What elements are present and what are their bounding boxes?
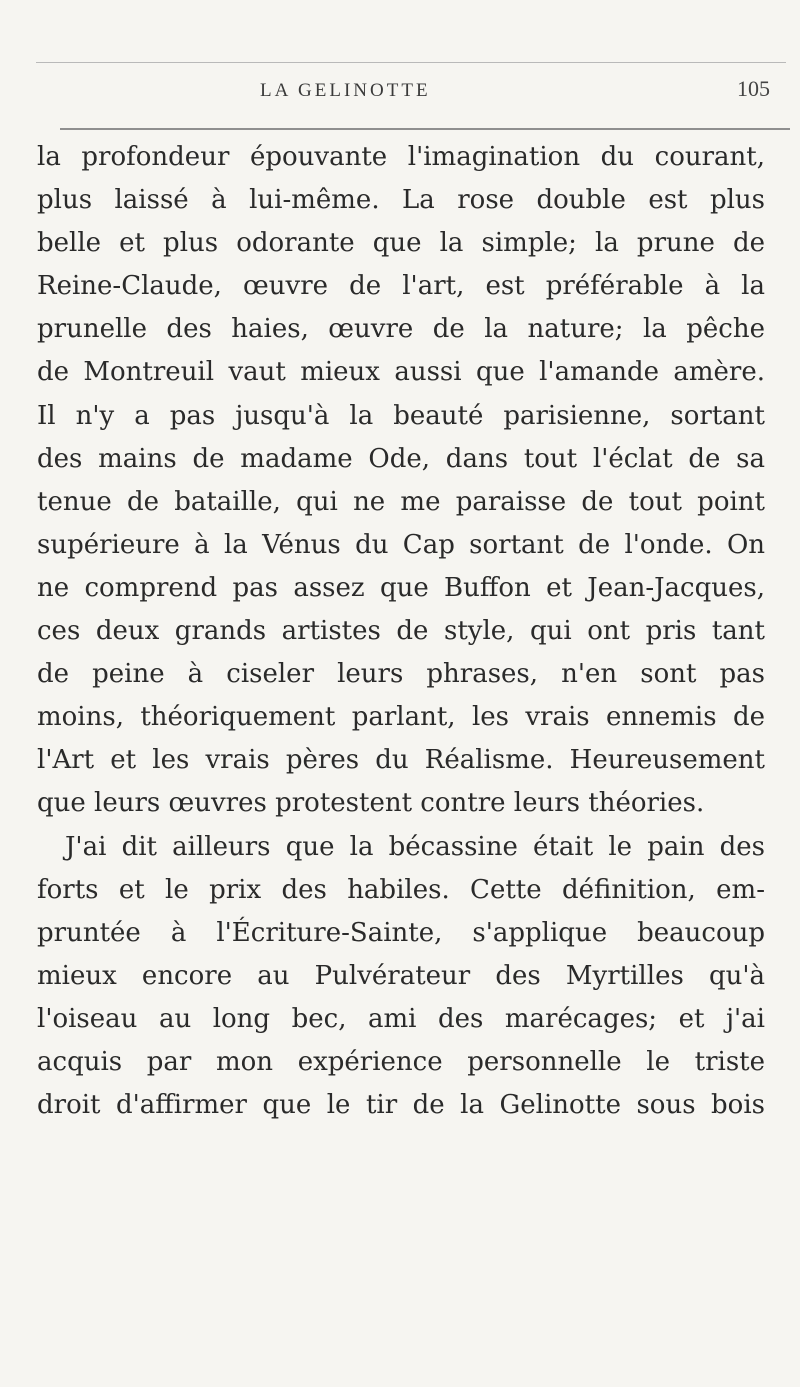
- header-top-rule: [36, 62, 786, 63]
- text-line: supérieure à la Vénus du Cap sortant de l'onde. On: [37, 529, 765, 560]
- text-line: pruntée à l'Écriture-Sainte, s'applique beaucoup: [37, 917, 765, 948]
- running-title: LA GELINOTTE: [260, 80, 431, 101]
- text-line: forts et le prix des habiles. Cette définition, em-: [37, 874, 765, 905]
- text-line: ne comprend pas assez que Buffon et Jean-Jacques,: [37, 572, 765, 603]
- body-text: [37, 136, 765, 1127]
- text-line: Il n'y a pas jusqu'à la beauté parisienne, sortant: [37, 400, 765, 431]
- text-line: plus laissé à lui-même. La rose double est plus: [37, 185, 765, 216]
- text-line: Reine-Claude, œuvre de l'art, est préférable à la: [37, 271, 765, 302]
- text-line: des mains de madame Ode, dans tout l'éclat de sa: [37, 443, 765, 474]
- text-line: ces deux grands artistes de style, qui ont pris tant: [37, 616, 765, 647]
- text-line: l'oiseau au long bec, ami des marécages; et j'ai: [37, 1003, 765, 1034]
- page-number: 105: [737, 76, 770, 101]
- text-line: droit d'affirmer que le tir de la Gelinotte sous bois: [37, 1090, 765, 1121]
- text-line: de peine à ciseler leurs phrases, n'en sont pas: [37, 659, 765, 690]
- text-line: mieux encore au Pulvérateur des Myrtilles qu'à: [37, 960, 765, 991]
- text-line: de Montreuil vaut mieux aussi que l'amande amère.: [37, 357, 765, 388]
- text-line: J'ai dit ailleurs que la bécassine était le pain des: [65, 831, 765, 862]
- text-line: tenue de bataille, qui ne me paraisse de tout point: [37, 486, 765, 517]
- text-line: belle et plus odorante que la simple; la prune de: [37, 228, 765, 259]
- text-line: l'Art et les vrais pères du Réalisme. Heureusement: [37, 745, 765, 776]
- text-line: acquis par mon expérience personnelle le triste: [37, 1046, 765, 1077]
- header-bottom-rule: [60, 128, 790, 130]
- text-line: que leurs œuvres protestent contre leurs théories.: [37, 788, 705, 819]
- text-line: la profondeur épouvante l'imagination du courant,: [37, 142, 765, 172]
- text-line: prunelle des haies, œuvre de la nature; la pêche: [37, 314, 765, 345]
- text-line: moins, théoriquement parlant, les vrais ennemis de: [37, 702, 765, 733]
